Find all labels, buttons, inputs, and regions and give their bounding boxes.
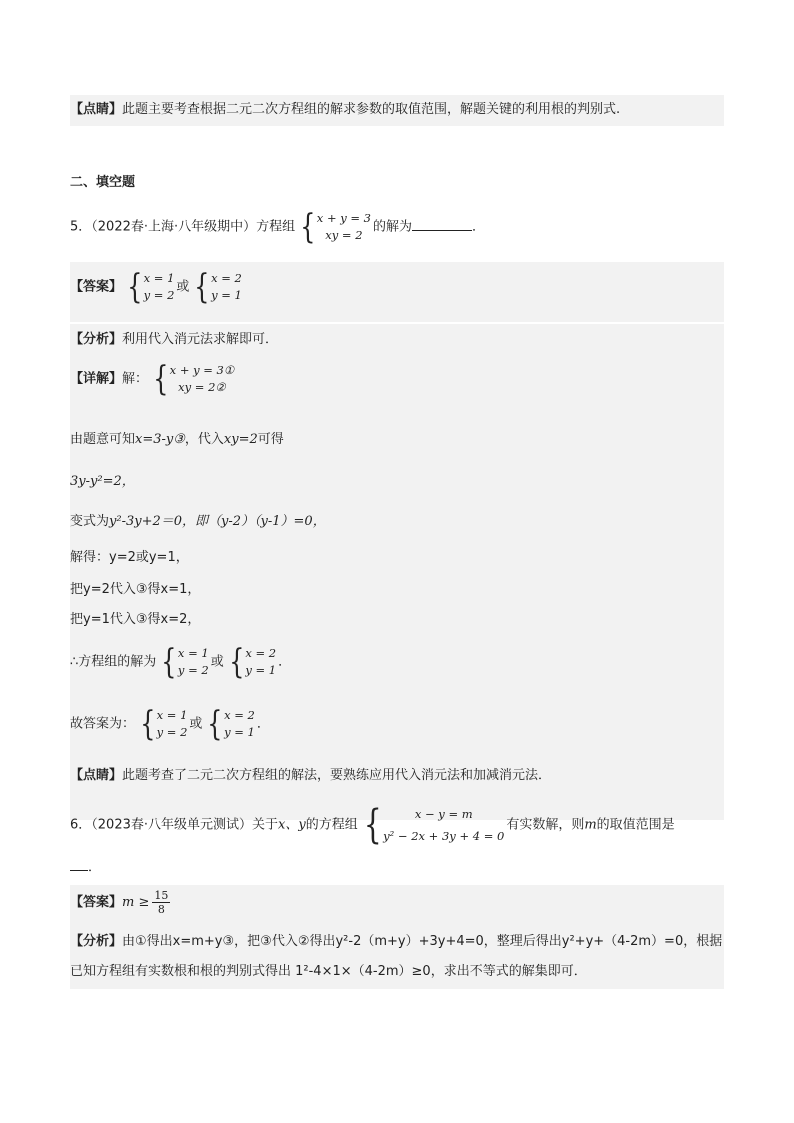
step-7-sys-a bbox=[158, 642, 209, 682]
q6-stem-f: 的取值范围是 bbox=[596, 817, 675, 833]
q5-analysis bbox=[70, 330, 278, 350]
s7-a2: y = 2 bbox=[177, 663, 209, 677]
s7-b2: y = 1 bbox=[245, 663, 277, 677]
q5-stem-pre: 方程组 bbox=[256, 219, 296, 235]
q6-analysis-text-1: 由①得出x=m+y③，把③代入②得出y²-2（m+y）+3y+4=0，整理后得出y²+y+（4-2m）=0，根据 bbox=[122, 934, 723, 949]
q5-source: （2022春·上海·八年级期中） bbox=[91, 219, 257, 235]
q6-analysis-label: 【分析】 bbox=[70, 934, 123, 949]
q5-stem bbox=[70, 207, 486, 247]
analysis-text: 利用代入消元法求解即可． bbox=[122, 332, 279, 347]
brace-icon: { bbox=[161, 642, 177, 682]
answer-label: 【答案】 bbox=[70, 279, 123, 295]
q6-sys-row1: x − y = m bbox=[414, 807, 473, 821]
q6-answer bbox=[70, 889, 170, 916]
q5-sys-row1: x + y = 3 bbox=[316, 211, 371, 225]
s7-b1: x = 2 bbox=[245, 646, 277, 660]
tip-text: 此题主要考查根据二元二次方程组的解求参数的取值范围，解题关键的利用根的判别式. bbox=[122, 102, 621, 117]
q5-detail bbox=[70, 359, 236, 399]
q5-number: 5． bbox=[70, 219, 92, 235]
q6-stem bbox=[70, 803, 675, 847]
q5-system bbox=[297, 207, 371, 247]
q6-answer-pre: m ≥ bbox=[122, 895, 150, 910]
fraction-numerator: 15 bbox=[154, 889, 169, 902]
q6-sys-row2: y² − 2x + 3y + 4 = 0 bbox=[383, 829, 505, 843]
q5-tip bbox=[70, 766, 551, 786]
step-2: 3y-y²=2， bbox=[70, 474, 135, 489]
step-1b: x=3-y③ bbox=[135, 432, 185, 447]
s7-or: 或 bbox=[210, 654, 224, 670]
step-8-text: 故答案为： bbox=[70, 716, 136, 732]
step-8 bbox=[70, 704, 270, 744]
ans-a-row2: y = 2 bbox=[143, 288, 175, 302]
s8-or: 或 bbox=[189, 716, 203, 732]
q5-detail-sys bbox=[150, 359, 235, 399]
detail-label: 【详解】 bbox=[70, 371, 123, 387]
or-text: 或 bbox=[176, 279, 190, 295]
brace-icon: { bbox=[140, 704, 156, 744]
q5-sys-row2: xy = 2 bbox=[325, 228, 363, 242]
ans-a-row1: x = 1 bbox=[143, 271, 175, 285]
q6-stem-b: x、y bbox=[278, 817, 306, 833]
step-1a: 由题意可知 bbox=[70, 432, 136, 447]
q5-stem-end: ． bbox=[472, 219, 486, 235]
q6-analysis-1 bbox=[70, 932, 722, 952]
step-8-sys-a bbox=[137, 704, 188, 744]
answer-blank bbox=[412, 218, 472, 231]
q6-stem-end: ． bbox=[88, 860, 102, 875]
step-3b: y²-3y+2＝0，即（y-2）（y-1）=0， bbox=[109, 514, 326, 529]
brace-icon: { bbox=[194, 267, 210, 307]
q6-stem-e: m bbox=[584, 817, 597, 833]
brace-icon: { bbox=[228, 642, 245, 682]
q5-stem-post: 的解为 bbox=[373, 219, 413, 235]
step-1 bbox=[70, 430, 284, 450]
q5-answer-sys-a bbox=[124, 267, 175, 307]
step-3 bbox=[70, 512, 326, 532]
s8-period: ． bbox=[256, 716, 270, 732]
q5-answer-line bbox=[70, 267, 244, 307]
q6-system bbox=[360, 803, 505, 847]
fraction-denominator: 8 bbox=[157, 903, 165, 916]
ans-b-row2: y = 1 bbox=[211, 288, 242, 302]
q6-blank-line bbox=[70, 858, 101, 878]
step-8-sys-b bbox=[204, 704, 255, 744]
step-5: 把y=2代入③得x=1， bbox=[70, 582, 201, 597]
tip-line-1 bbox=[70, 100, 620, 120]
q6-stem-c: 的方程组 bbox=[305, 817, 358, 833]
brace-icon: { bbox=[207, 704, 223, 744]
s7-a1: x = 1 bbox=[177, 646, 209, 660]
tip-label-2: 【点睛】 bbox=[70, 768, 123, 783]
q6-analysis-2: 已知方程组有实数根和根的判别式得出 1²-4×1×（4-2m）≥0，求出不等式的解集即可． bbox=[70, 964, 587, 979]
brace-icon: { bbox=[300, 207, 316, 247]
s8-b1: x = 2 bbox=[224, 708, 255, 722]
step-7 bbox=[70, 642, 292, 682]
step-1c: ，代入 bbox=[184, 432, 224, 447]
analysis-label: 【分析】 bbox=[70, 332, 123, 347]
step-1e: 可得 bbox=[257, 432, 284, 447]
tip-label: 【点睛】 bbox=[70, 102, 123, 117]
detail-sys-row2: xy = 2② bbox=[178, 380, 226, 394]
q6-answer-label: 【答案】 bbox=[70, 895, 123, 910]
q6-source: （2023春·八年级单元测试） bbox=[91, 817, 252, 833]
q6-number: 6． bbox=[70, 817, 92, 833]
q6-answer-fraction bbox=[152, 889, 170, 916]
section-title: 二、填空题 bbox=[70, 175, 136, 190]
q5-answer-sys-b bbox=[191, 267, 242, 307]
brace-icon: { bbox=[127, 267, 143, 307]
s8-b2: y = 1 bbox=[224, 725, 255, 739]
answer-blank bbox=[70, 858, 88, 871]
s8-a1: x = 1 bbox=[156, 708, 188, 722]
step-3a: 变式为 bbox=[70, 514, 110, 529]
tip-text-2: 此题考查了二元二次方程组的解法，要熟练应用代入消元法和加减消元法． bbox=[122, 768, 552, 783]
step-4: 解得：y=2或y=1， bbox=[70, 550, 189, 565]
brace-icon: { bbox=[363, 802, 382, 848]
q6-stem-a: 关于 bbox=[252, 817, 279, 833]
step-7-text: ∴方程组的解为 bbox=[70, 654, 157, 670]
detail-sys-row1: x + y = 3① bbox=[169, 363, 235, 377]
q6-stem-d: 有实数解，则 bbox=[506, 817, 585, 833]
s8-a2: y = 2 bbox=[156, 725, 188, 739]
step-1d: xy=2 bbox=[223, 432, 258, 447]
s7-period: ． bbox=[278, 654, 292, 670]
detail-pre: 解： bbox=[122, 371, 149, 387]
step-7-sys-b bbox=[226, 642, 277, 682]
brace-icon: { bbox=[153, 359, 169, 399]
step-6: 把y=1代入③得x=2， bbox=[70, 612, 201, 627]
ans-b-row1: x = 2 bbox=[211, 271, 242, 285]
